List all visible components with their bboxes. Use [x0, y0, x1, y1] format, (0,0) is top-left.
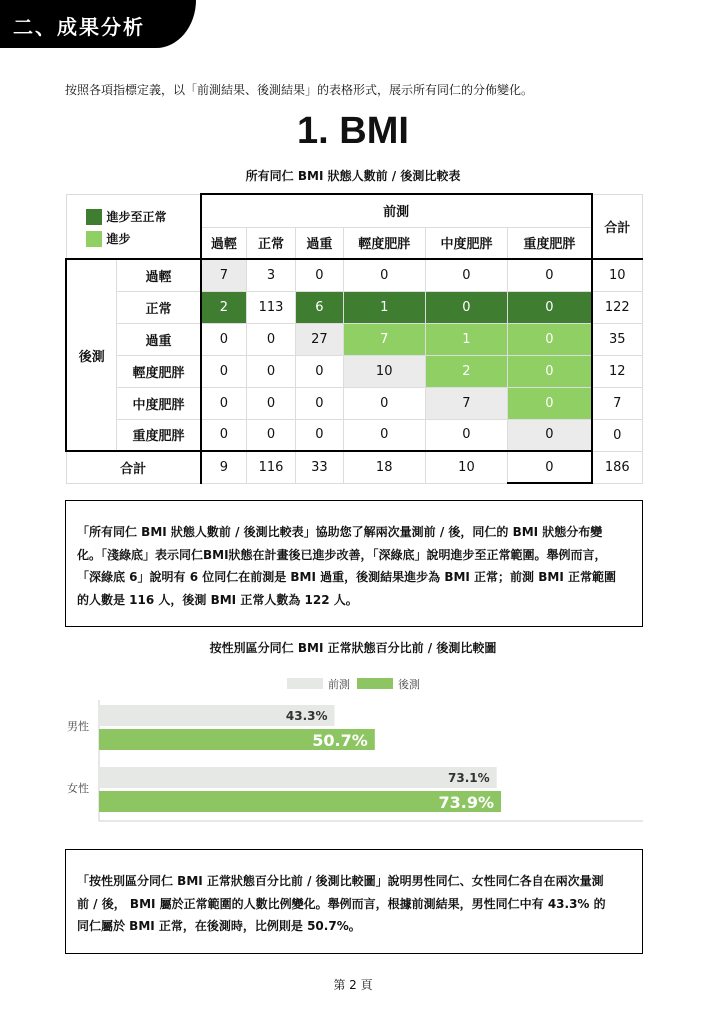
data-cell: 0: [201, 419, 247, 451]
data-cell: 0: [247, 323, 296, 355]
row-total-cell: 7: [592, 387, 643, 419]
data-cell: 0: [295, 419, 343, 451]
pre-test-header: 前測: [201, 194, 592, 227]
data-cell: 0: [508, 323, 592, 355]
data-label: 43.3%: [285, 709, 328, 723]
data-cell: 0: [508, 355, 592, 387]
legend-swatch: [357, 678, 393, 689]
data-cell: 0: [343, 419, 425, 451]
grand-total-cell: 186: [592, 451, 643, 483]
total-cell: 33: [295, 451, 343, 483]
data-cell: 10: [343, 355, 425, 387]
column-header: 重度肥胖: [508, 227, 592, 259]
row-total-cell: 35: [592, 323, 643, 355]
data-cell: 0: [247, 387, 296, 419]
page-heading: 1. BMI: [297, 110, 409, 152]
explanation-line: 化。「淺綠底」表示同仁BMI狀態在計畫後已進步改善，「深綠底」說明進步至正常範圍。舉例而言，: [77, 547, 607, 562]
section-title: 二、成果分析: [0, 0, 196, 48]
row-total-cell: 122: [592, 291, 643, 323]
data-cell: 0: [247, 419, 296, 451]
data-cell: 0: [295, 355, 343, 387]
gender-bmi-bar-chart: [0, 670, 706, 830]
row-header: 重度肥胖: [117, 419, 201, 451]
data-cell: 0: [295, 259, 343, 291]
legend-swatch: [86, 231, 102, 247]
data-cell: 6: [295, 291, 343, 323]
explanation-line: 「所有同仁 BMI 狀態人數前 / 後測比較表」協助您了解兩次量測前 / 後，同仁的 BMI 狀態分布變: [77, 525, 603, 539]
data-cell: 0: [508, 387, 592, 419]
data-cell: 27: [295, 323, 343, 355]
row-total-cell: 10: [592, 259, 643, 291]
chart-title: 按性別區分同仁 BMI 正常狀態百分比前 / 後測比較圖: [209, 641, 497, 655]
data-label: 73.9%: [438, 793, 495, 812]
data-cell: 0: [508, 259, 592, 291]
data-cell: 0: [201, 355, 247, 387]
legend-item-improved-to-normal: [86, 207, 200, 227]
explanation-line: 的人數是 116 人，後測 BMI 正常人數為 122 人。: [77, 592, 358, 607]
data-cell: 2: [201, 291, 247, 323]
data-cell: 0: [508, 419, 592, 451]
data-cell: 0: [425, 291, 508, 323]
page-number: 第 2 頁: [333, 978, 373, 992]
legend-swatch: [287, 678, 323, 689]
total-row-label: 合計: [66, 451, 201, 483]
legend-label: 進步: [106, 232, 131, 246]
data-cell: 0: [425, 259, 508, 291]
data-cell: 3: [247, 259, 296, 291]
legend: [66, 194, 201, 259]
column-header: 輕度肥胖: [343, 227, 425, 259]
table-caption: 所有同仁 BMI 狀態人數前 / 後測比較表: [245, 169, 461, 183]
bmi-comparison-table: [65, 193, 643, 484]
data-cell: 0: [343, 259, 425, 291]
data-label: 73.1%: [448, 771, 490, 785]
legend-item-improved: [86, 229, 200, 249]
category-label: 女性: [67, 782, 89, 795]
data-cell: 0: [508, 291, 592, 323]
legend-label: 進步至正常: [106, 210, 167, 224]
data-cell: 113: [247, 291, 296, 323]
total-cell: 18: [343, 451, 425, 483]
total-cell: 9: [201, 451, 247, 483]
row-header: 過輕: [117, 259, 201, 291]
data-cell: 7: [201, 259, 247, 291]
data-cell: 0: [201, 387, 247, 419]
data-cell: 1: [343, 291, 425, 323]
data-cell: 2: [425, 355, 508, 387]
data-cell: 0: [343, 387, 425, 419]
row-header: 中度肥胖: [117, 387, 201, 419]
explanation-line: 「深綠底 6」說明有 6 位同仁在前測是 BMI 過重，後測結果進步為 BMI 正常；前測 BMI 正常範圍: [77, 570, 616, 584]
column-header: 中度肥胖: [425, 227, 508, 259]
row-header: 正常: [117, 291, 201, 323]
data-cell: 0: [201, 323, 247, 355]
table-explanation-box: [65, 500, 643, 627]
row-header: 輕度肥胖: [117, 355, 201, 387]
data-cell: 0: [425, 419, 508, 451]
data-label: 50.7%: [312, 731, 368, 750]
column-header: 過輕: [201, 227, 247, 259]
bar: [99, 767, 497, 788]
row-total-cell: 0: [592, 419, 643, 451]
explanation-line: 「按性別區分同仁 BMI 正常狀態百分比前 / 後測比較圖」說明男性同仁、女性同仁各自在兩次量測: [77, 874, 604, 888]
total-header: 合計: [592, 194, 643, 259]
data-cell: 7: [425, 387, 508, 419]
legend-label: 前測: [328, 678, 350, 691]
legend-label: 後測: [398, 678, 420, 691]
total-cell: 10: [425, 451, 508, 483]
data-cell: 0: [295, 387, 343, 419]
row-total-cell: 12: [592, 355, 643, 387]
chart-explanation-box: [65, 849, 643, 954]
explanation-line: 前 / 後， BMI 屬於正常範圍的人數比例變化。舉例而言，根據前測結果，男性同仁中有 43.3% 的: [77, 896, 606, 911]
category-label: 男性: [67, 720, 89, 733]
explanation-line: 同仁屬於 BMI 正常，在後測時，比例則是 50.7%。: [77, 919, 361, 933]
column-header: 過重: [295, 227, 343, 259]
legend-swatch: [86, 209, 102, 225]
intro-text: 按照各項指標定義，以「前測結果、後測結果」的表格形式，展示所有同仁的分佈變化。: [65, 83, 534, 97]
post-test-header: 後測: [66, 259, 117, 451]
data-cell: 0: [247, 355, 296, 387]
total-cell: 116: [247, 451, 296, 483]
column-header: 正常: [247, 227, 296, 259]
total-cell: 0: [508, 451, 592, 483]
row-header: 過重: [117, 323, 201, 355]
data-cell: 7: [343, 323, 425, 355]
data-cell: 1: [425, 323, 508, 355]
